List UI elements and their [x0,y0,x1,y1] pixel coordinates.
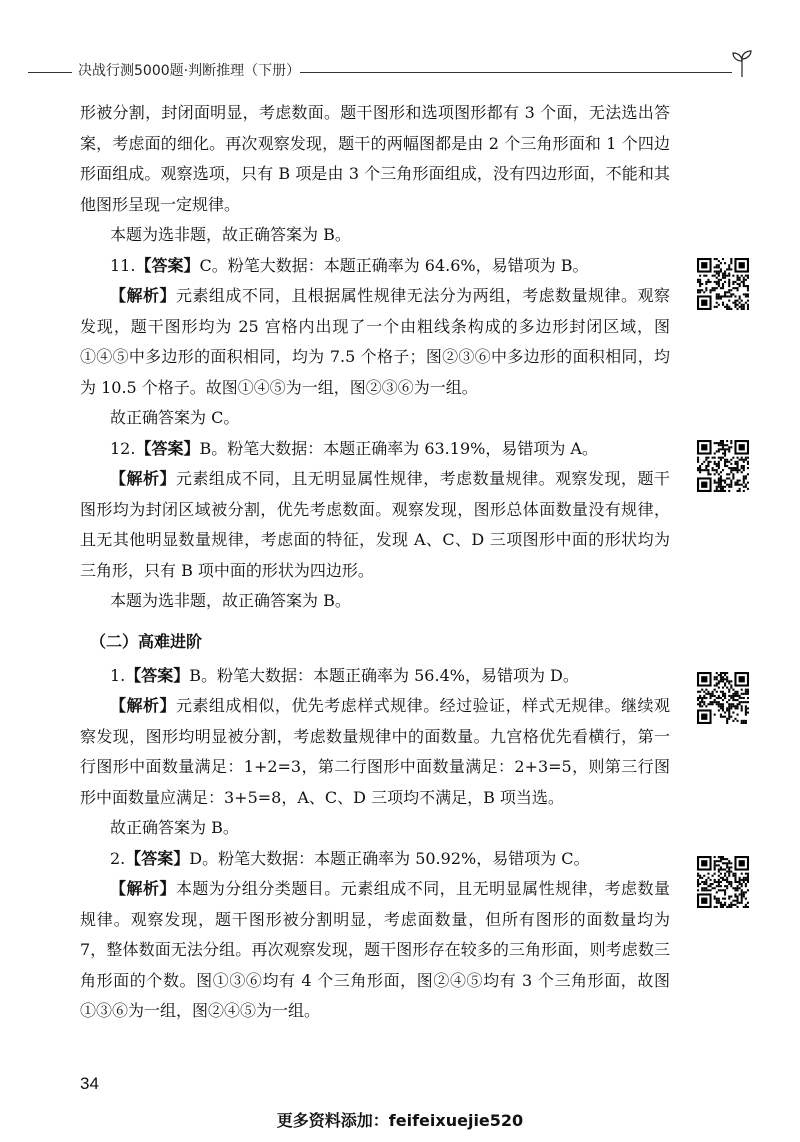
q11-answer-label: 【答案】 [135,255,200,275]
q11-analysis-text: 元素组成不同，且根据属性规律无法分为两组，考虑数量规律。观察发现，题干图形均为 25 宫格内出现了一个由粗线条构成的多边形封闭区域，图①④⑤中多边形的面积相同，均为 7.5 个格子；图②③⑥中多边形的面积相同，均为 10.5 个格子。故图①④⑤为一组，图②③⑥为一组。 [80,286,670,397]
qr-code-q12[interactable] [697,440,749,492]
header-lead-line [28,72,72,73]
qr-code-q11[interactable] [697,258,749,310]
q1-analysis-label: 【解析】 [110,696,176,715]
q2-analysis-text: 本题为分组分类题目。元素组成不同，且无明显属性规律，考虑数量规律。观察发现，题干图形被分割明显，考虑面数量，但所有图形的面数量均为 7，整体数面无法分组。再次观察发现，题干图形存在较多的三角形面，则考虑数三角形面的个数。图①③⑥均有 4 个三角形面，图②④⑤均有 3 个三角形面，故图①③⑥为一组，图②④⑤为一组。 [80,879,670,1020]
q11-analysis-label: 【解析】 [110,286,176,305]
q11-conclusion: 故正确答案为 C。 [110,408,240,427]
intro-conclusion: 本题为选非题，故正确答案为 B。 [110,225,351,244]
q11-analysis [80,281,670,403]
q1-answer-line [80,661,670,692]
q11-number: 11. [110,255,136,275]
q12-answer-text: B。粉笔大数据：本题正确率为 63.19%，易错项为 A。 [199,438,598,458]
footer-note: 更多资料添加：feifeixuejie520 [276,1111,524,1130]
page-header [0,56,800,86]
q12-analysis-label: 【解析】 [110,469,176,488]
q1-answer-label: 【答案】 [125,665,190,685]
q12-number: 12. [110,438,136,458]
page-content [80,98,670,1027]
header-rule [300,72,732,73]
q2-answer-line [80,844,670,875]
page-number: 34 [80,1074,99,1093]
q1-conclusion: 故正确答案为 B。 [110,818,239,837]
qr-code-icon [697,672,749,724]
section-title: （二）高难进阶 [90,631,203,651]
sprout-icon [730,48,754,78]
q12-analysis [80,464,670,586]
q2-answer-label: 【答案】 [125,848,190,868]
q1-answer-text: B。粉笔大数据：本题正确率为 56.4%，易错项为 D。 [189,665,579,685]
q11-answer-text: C。粉笔大数据：本题正确率为 64.6%，易错项为 B。 [199,255,589,275]
qr-code-icon [697,258,749,310]
intro-paragraph: 形被分割，封闭面明显，考虑数面。题干图形和选项图形都有 3 个面，无法选出答案，考虑面的细化。再次观察发现，题干的两幅图都是由 2 个三角形面和 1 个四边形面组成。观察选项，只有 B 项是由 3 个三角形面组成，没有四边形面，不能和其他图形呈现一定规律。 [80,103,670,214]
q12-analysis-text: 元素组成不同，且无明显属性规律，考虑数量规律。观察发现，题干图形均为封闭区域被分割，优先考虑数面。观察发现，图形总体面数量没有规律，且无其他明显数量规律，考虑面的特征，发现 A、C、D 三项图形中面的形状均为三角形，只有 B 项中面的形状为四边形。 [80,469,670,580]
q1-number: 1. [110,665,126,685]
q12-answer-line [80,434,670,465]
q1-analysis-text: 元素组成相似，优先考虑样式规律。经过验证，样式无规律。继续观察发现，图形均明显被分割，考虑数量规律中的面数量。九宫格优先看横行，第一行图形中面数量满足：1+2=3，第二行图形中面数量满足：2+3=5，则第三行图形中面数量应满足：3+5=8，A、C、D 三项均不满足，B 项当选。 [80,696,670,807]
q12-answer-label: 【答案】 [135,438,200,458]
q12-conclusion: 本题为选非题，故正确答案为 B。 [110,591,351,610]
qr-code-icon [697,856,749,908]
book-title: 决战行测5000题·判断推理（下册） [78,63,301,79]
qr-code-adv-q1[interactable] [697,672,749,724]
q2-number: 2. [110,848,126,868]
qr-code-adv-q2[interactable] [697,856,749,908]
q2-analysis [80,874,670,1027]
qr-code-icon [697,440,749,492]
q2-answer-text: D。粉笔大数据：本题正确率为 50.92%，易错项为 C。 [189,848,590,868]
q2-analysis-label: 【解析】 [110,879,176,898]
q11-answer-line [80,251,670,282]
q1-analysis [80,691,670,813]
